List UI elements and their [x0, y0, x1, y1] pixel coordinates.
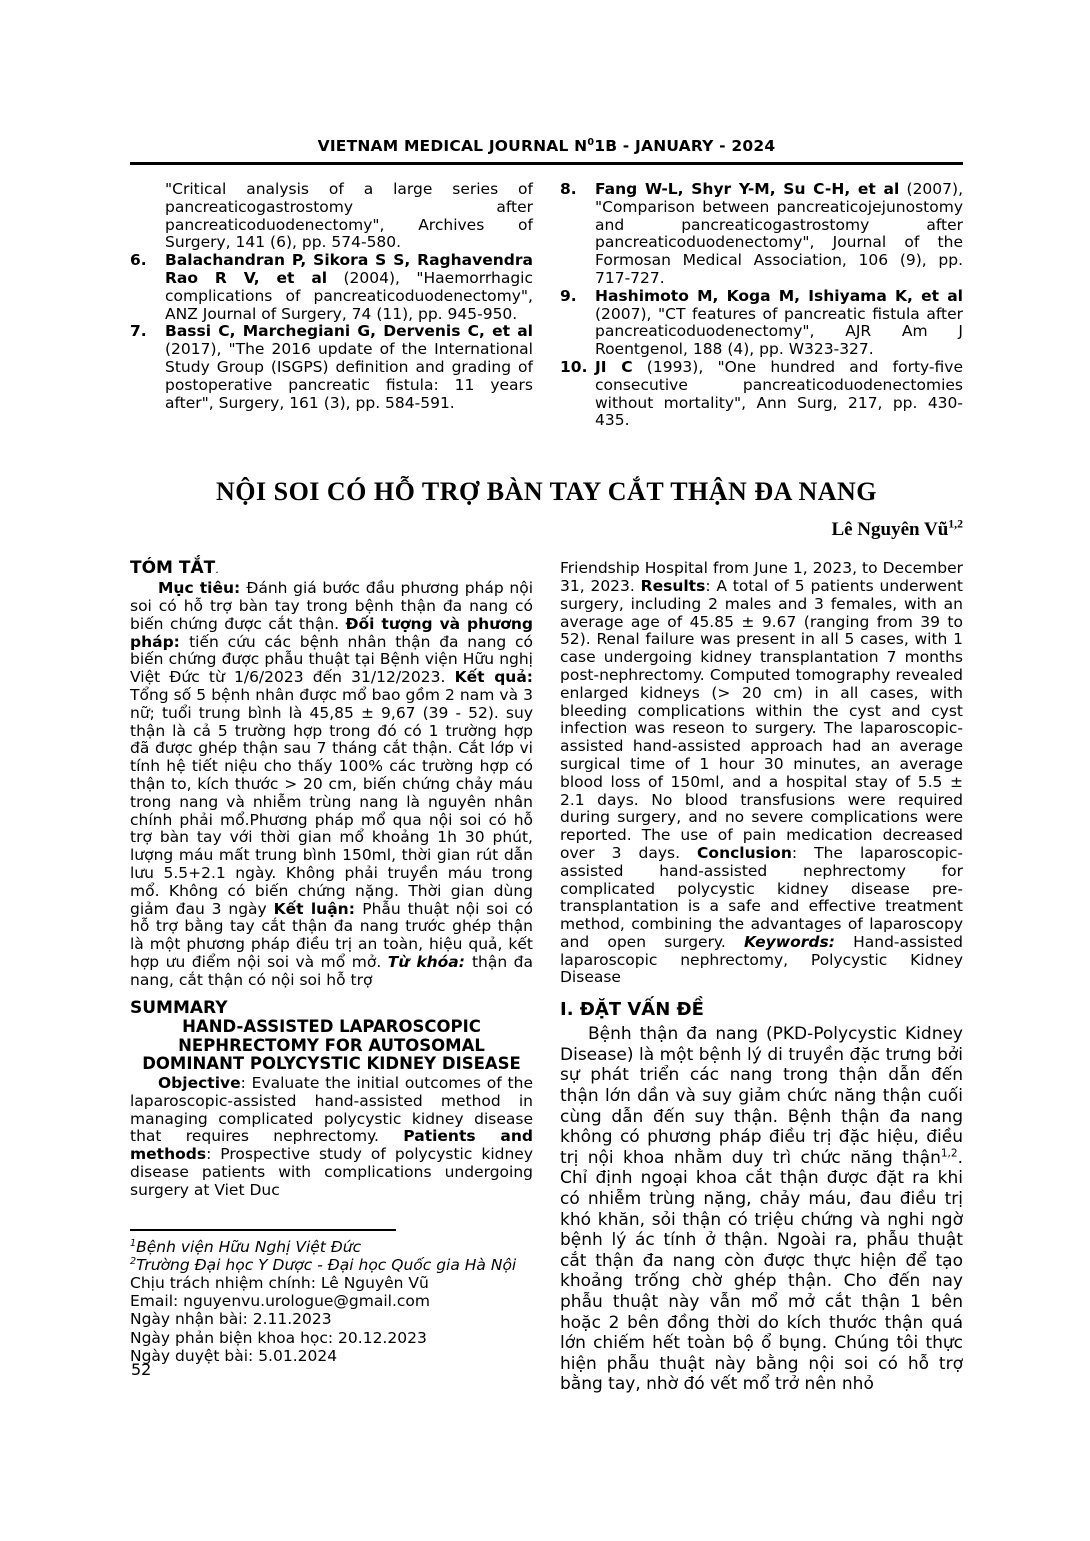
footnote-email: Email: nguyenvu.urologue@gmail.com — [130, 1292, 431, 1311]
abstract-vi-paragraph: Mục tiêu: Đánh giá bước đầu phương pháp nội soi có hỗ trợ bàn tay trong bệnh thận đa nang có biến chứng được cắt thận. Đối tượng và phương pháp: tiến cứu các bệnh nhân thận đa nang có biến chứng được phẫu thuật tại Bệnh viện Hữu nghị Việt Đức từ 1/6/2023 đến 31/12/2023. Kết quả: Tổng số 5 bệnh nhân được mổ bao gồm 2 nam và 3 nữ; tuổi trung bình là 45,85 ± 9,67 (39 - 52). suy thận là cả 5 trường hợp trong đó có 1 trường hợp đã được ghép thận sau 7 tháng cắt thận. Cắt lớp vi tính hệ tiết niệu cho thấy 100% các trường hợp có thận to, kích thước > 20 cm, biến chứng chảy máu trong nang và nhiễm trùng nang là nguyên nhân chính phải mổ.Phương pháp mổ qua nội soi có hỗ trợ bàn tay với thời gian mổ khoảng 1h 30 phút, lượng máu mất trung bình 150ml, thời gian rút dẫn lưu 5.5+2.1 ngày. Không phải truyền máu trong mổ. Không có biến chứng nặng. Thời gian dùng giảm đau 3 ngày Kết luận: Phẫu thuật nội soi có hỗ trợ bằng tay cắt thận đa nang trước ghép thận là một phương pháp điều trị an toàn, hiệu quả, kết hợp ưu điểm nội soi và mổ mở. Từ khóa: thận đa nang, cắt thận có nội soi hỗ trợ — [130, 579, 534, 989]
footnote-block — [130, 1229, 533, 1365]
reference-number: 7. — [130, 322, 147, 341]
references-left-column — [130, 181, 533, 430]
footnote-accepted-date: Ngày duyệt bài: 5.01.2024 — [130, 1346, 338, 1365]
article-body-columns — [130, 558, 963, 1395]
reference-number: 8. — [560, 180, 577, 198]
summary-title — [130, 1018, 533, 1073]
reference-item-5-continuation — [130, 181, 533, 252]
abstract-vi-heading: TÓM TẮT. — [130, 558, 219, 579]
summary-title-line: DOMINANT POLYCYSTIC KIDNEY DISEASE — [142, 1053, 521, 1073]
reference-item-10 — [560, 359, 963, 430]
journal-header: VIETNAM MEDICAL JOURNAL $N^01B$ - JANUARY - 2024 — [130, 137, 963, 165]
abstract-en-paragraph-continuation: Friendship Hospital from June 1, 2023, to December 31, 2023. Results: A total of 5 patients underwent surgery, including 2 males and 3 females, with an average age of 45.85 ± 9.67 (ranging from 39 to 52). Renal failure was present in all 5 cases, with 1 case undergoing kidney transplantation 7 months post-nephrectomy. Computed tomography revealed enlarged kidneys (> 20 cm) in all cases, with bleeding complications within the cyst and cyst infection was reseon to surgery. The laparoscopic-assisted hand-assisted approach had an average surgical time of 1 hour 30 minutes, an average blood loss of 150ml, and a hospital stay of 5.5 ± 2.1 days. No blood transfusions were required during surgery, and no severe complications were reported. The use of pain medication decreased over 3 days. Conclusion: The laparoscopic-assisted hand-assisted nephrectomy for complicated polycystic kidney disease pre-transplantation is a safe and effective treatment method, combining the advantages of laparoscopy and open surgery. Keywords: Hand-assisted laparoscopic nephrectomy, Polycystic Kidney Disease — [560, 559, 963, 987]
introduction-heading: I. ĐẶT VẤN ĐỀ — [560, 999, 704, 1021]
footnote-corresponding-author: Chịu trách nhiệm chính: Lê Nguyên Vũ — [130, 1274, 429, 1293]
author-line — [130, 519, 963, 541]
footnote-affiliation-2: $^2$Trường Đại học Y Dược - Đại học Quốc gia Hà Nội — [130, 1255, 517, 1274]
page-number: 52 — [131, 1360, 152, 1379]
reference-number: 9. — [560, 286, 577, 305]
reference-text: JI C (1993), "One hundred and forty-five consecutive pancreaticoduodenectomies without mortality", Ann Surg, 217, pp. 430-435. — [595, 357, 963, 430]
footnote-reviewed-date: Ngày phản biện khoa học: 20.12.2023 — [130, 1328, 427, 1347]
reference-item-9 — [560, 288, 963, 359]
reference-number: 10. — [560, 357, 588, 376]
reference-text: Bassi C, Marchegiani G, Dervenis C, et al (2017), "The 2016 update of the International Study Group (ISGPS) definition and grading of postoperative pancreatic fistula: 11 years after", Surgery, 161 (3), pp. 584-591. — [165, 322, 533, 412]
page-content — [130, 137, 963, 1395]
footnote-received-date: Ngày nhận bài: 2.11.2023 — [130, 1310, 332, 1329]
reference-number: 6. — [130, 251, 147, 270]
heading-trailing-dot: . — [215, 563, 219, 577]
reference-text: Balachandran P, Sikora S S, Raghavendra Rao R V, et al (2004), "Haemorrhagic complications of pancreaticoduodenectomy", ANZ Journal of Surgery, 74 (11), pp. 945-950. — [165, 251, 533, 323]
introduction-paragraph: Bệnh thận đa nang (PKD-Polycystic Kidney Disease) là một bệnh lý di truyền đặc trưng bởi sự phát triển các nang trong thận dẫn đến thận lớn dần và suy giảm chức năng thận cuối cùng dẫn đến suy thận. Bệnh thận đa nang không có phương pháp điều trị đặc hiệu, điều trị nội khoa nhằm duy trì chức năng thận$^{1,2}$. Chỉ định ngoại khoa cắt thận được đặt ra khi có nhiễm trùng nặng, chảy máu, đau điều trị khó khăn, sỏi thận có triệu chứng và nghi ngờ bệnh lý ác tính ở thận. Ngoài ra, phẫu thuật cắt thận đa nang còn được thực hiện để tạo khoảng trống chờ ghép thận. Cho đến nay phẫu thuật này vẫn mổ mở cắt thận 1 bên hoặc 2 bên đồng thời do kích thước thận quá lớn chiếm hết toàn bộ ổ bụng. Chúng tôi thực hiện phẫu thuật này bằng nội soi có hỗ trợ bằng tay, nhờ đó vết mổ trở nên nhỏ — [560, 1024, 963, 1395]
summary-title-line: HAND-ASSISTED LAPAROSCOPIC — [182, 1017, 481, 1037]
footnote-affiliation-1: $^1$Bệnh viện Hữu Nghị Việt Đức — [130, 1237, 362, 1256]
summary-title-line: NEPHRECTOMY FOR AUTOSOMAL — [178, 1035, 485, 1055]
reference-text: Fang W-L, Shyr Y-M, Su C-H, et al (2007), "Comparison between pancreaticojejunostomy and pancreaticogastrostomy after pancreaticoduodenectomy", Journal of the Formosan Medical Association, 106 (9), pp. 717-727. — [595, 180, 963, 287]
article-title: NỘI SOI CÓ HỖ TRỢ BÀN TAY CẮT THẬN ĐA NANG — [215, 477, 878, 507]
reference-item-8 — [560, 181, 963, 288]
abstract-en-paragraph-start: Objective: Evaluate the initial outcomes of the laparoscopic-assisted hand-assisted method in managing complicated polycystic kidney disease that requires nephrectomy. Patients and methods: Prospective study of polycystic kidney disease patients with complications undergoing surgery at Viet Duc — [130, 1074, 533, 1199]
footnote-separator-rule — [130, 1229, 396, 1231]
reference-text: "Critical analysis of a large series of pancreaticogastrostomy after pancreaticoduodenectomy", Archives of Surgery, 141 (6), pp. 574-580. — [165, 180, 533, 252]
reference-item-6 — [130, 252, 533, 323]
references-right-column — [560, 181, 963, 430]
reference-text: Hashimoto M, Koga M, Ishiyama K, et al (2007), "CT features of pancreatic fistula after pancreaticoduodenectomy", AJR Am J Roentgenol, 188 (4), pp. W323-327. — [595, 286, 963, 359]
author-name: Lê Nguyên Vũ — [831, 519, 949, 541]
reference-item-7 — [130, 323, 533, 412]
author-affiliation-superscript: 1,2 — [948, 517, 963, 531]
references-section — [130, 181, 963, 430]
left-column — [130, 558, 533, 1395]
summary-heading: SUMMARY — [130, 998, 228, 1019]
right-column — [560, 558, 963, 1395]
